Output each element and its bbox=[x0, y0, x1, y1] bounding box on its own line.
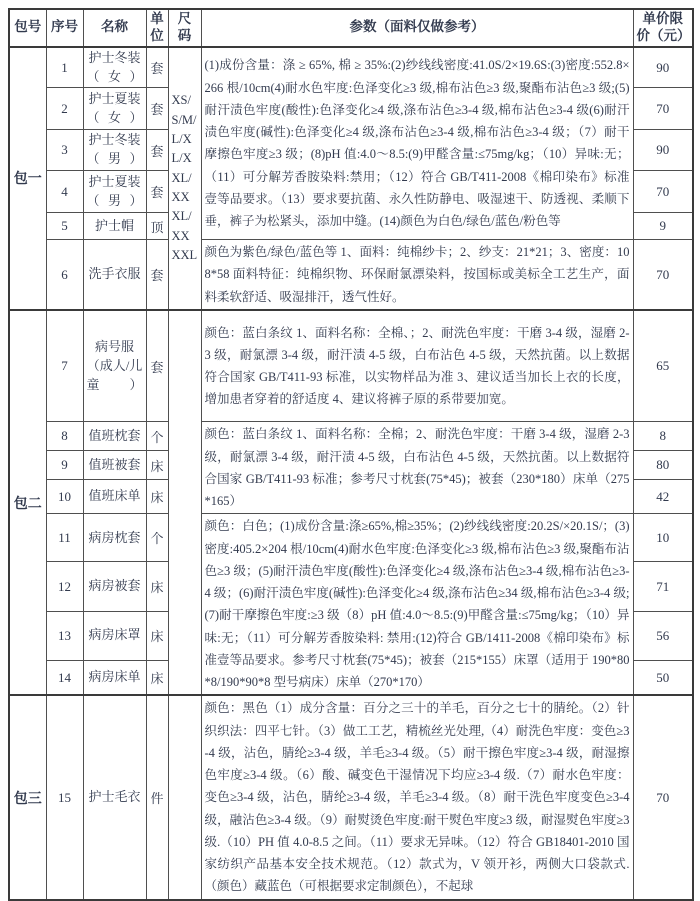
header-params: 参数（面料仅做参考） bbox=[201, 9, 633, 47]
params-cell: (1)成份含量：涤 ≥ 65%, 棉 ≥ 35%:(2)纱线线密度:41.0S/2×19.6S:(3)密度:552.8×266 根/10cm(4)耐水色牢度:色泽变化≥3 级,棉布沾色≥3 级,聚酯布沾色≥3 级;(5)耐汗渍色牢度(酸性):色泽变化≥4 级,涤布沾色≥3-4 级,棉布沾色≥3-4 级(6)耐汗渍色牢度(碱性):色泽变化≥4 级,涤布沾色≥3-4 级,棉布沾色≥3-4 级；（7）耐干摩擦色牢度≥3 级；(8)pH 值:4.0～8.5:(9)甲醛含量:≤75mg/kg；（10）异味:无；（11）可分解芳香胺染料:禁用；（12）符合 GB/T411-2008《棉印染布》标准壹等品要求。（13）要求要抗菌、永久性防静电、吸湿速干、防透视、柔顺下垂，裤子为松紧头，添加中缝。(14)颜色为白色/绿色/蓝色/粉色等 bbox=[201, 47, 633, 240]
serial-cell: 10 bbox=[46, 480, 83, 514]
table-row bbox=[9, 310, 693, 422]
item-name-cell: 护士毛衣 bbox=[83, 695, 146, 899]
item-name-cell: 病房枕套 bbox=[83, 514, 146, 562]
unit-cell: 床 bbox=[146, 611, 168, 660]
serial-cell: 14 bbox=[46, 660, 83, 695]
unit-cell: 套 bbox=[146, 47, 168, 88]
serial-cell: 7 bbox=[46, 310, 83, 422]
table-header-row bbox=[9, 9, 693, 47]
serial-cell: 1 bbox=[46, 47, 83, 88]
item-name-cell: 洗手衣服 bbox=[83, 240, 146, 310]
table-row bbox=[9, 514, 693, 562]
unit-cell: 个 bbox=[146, 422, 168, 451]
unit-cell: 床 bbox=[146, 660, 168, 695]
header-name: 名称 bbox=[83, 9, 146, 47]
serial-cell: 6 bbox=[46, 240, 83, 310]
package-label: 包二 bbox=[9, 310, 46, 696]
serial-cell: 12 bbox=[46, 562, 83, 611]
serial-cell: 3 bbox=[46, 130, 83, 171]
price-cell: 71 bbox=[633, 562, 693, 611]
header-package-no: 包号 bbox=[9, 9, 46, 47]
item-name-cell: 护士帽 bbox=[83, 213, 146, 240]
unit-cell: 床 bbox=[146, 562, 168, 611]
size-cell: XS/S/M/L/XL/XXL/XXXL/XXXXL bbox=[168, 47, 201, 310]
price-cell: 65 bbox=[633, 310, 693, 422]
package-label: 包三 bbox=[9, 695, 46, 899]
serial-cell: 11 bbox=[46, 514, 83, 562]
item-name-cell: 值班被套 bbox=[83, 451, 146, 480]
unit-cell: 套 bbox=[146, 171, 168, 213]
params-cell: 颜色：黑色（1）成分含量：百分之三十的羊毛，百分之七十的腈纶。（2）针织织法：四平七针。（3）做工工艺，精梳丝光处理,（4）耐洗色牢度：变色≥3-4 级，沾色，腈纶≥3-4 级，羊毛≥3-4 级。（5）耐干擦色牢度≥3-4 级，耐湿擦色牢度≥3-4 级。（6）酸、碱变色干湿情况下均应≥3-4 级.（7）耐水色牢度：变色≥3-4 级，沾色，腈纶≥3-4 级，羊毛≥3-4 级。（8）耐干洗色牢度变色≥3-4 级，融沾色≥3-4 级。（9）耐熨烫色牢度:耐干熨色牢度≥3 级，耐湿熨色牢度≥3 级.（10）PH 值 4.0-8.5 之间。（11）要求无异味。（12）符合 GB18401-2010 国家纺织产品基本安全技术规范。（12）款式为，V 领开衫，两侧大口袋款式.（颜色）藏蓝色（可根据要求定制颜色），不起球 bbox=[201, 695, 633, 899]
unit-cell: 套 bbox=[146, 310, 168, 422]
price-cell: 70 bbox=[633, 695, 693, 899]
item-name-cell: 病房床罩 bbox=[83, 611, 146, 660]
unit-cell: 床 bbox=[146, 451, 168, 480]
price-cell: 90 bbox=[633, 47, 693, 88]
unit-cell: 个 bbox=[146, 514, 168, 562]
price-cell: 80 bbox=[633, 451, 693, 480]
unit-cell: 床 bbox=[146, 480, 168, 514]
item-name-cell: 护士夏装（女） bbox=[83, 88, 146, 130]
unit-cell: 顶 bbox=[146, 213, 168, 240]
price-cell: 70 bbox=[633, 88, 693, 130]
item-name-cell: 护士冬装（男） bbox=[83, 130, 146, 171]
item-name-cell: 病房被套 bbox=[83, 562, 146, 611]
header-unit: 单位 bbox=[146, 9, 168, 47]
unit-cell: 件 bbox=[146, 695, 168, 899]
unit-cell: 套 bbox=[146, 240, 168, 310]
header-serial-no: 序号 bbox=[46, 9, 83, 47]
params-cell: 颜色：蓝白条纹 1、面料名称：全棉；2、耐洗色牢度：干磨 3-4 级，湿磨 2-3 级，耐氯漂 3-4 级，耐汗渍 4-5 级，白布沾色 4-5 级，天然抗菌。以上数据符合国家 GB/T411-93 标准；参考尺寸枕套(75*45)；被套（230*180）床单（275*165） bbox=[201, 422, 633, 514]
table-row bbox=[9, 695, 693, 899]
item-name-cell: 值班床单 bbox=[83, 480, 146, 514]
item-name-cell: 护士夏装（男） bbox=[83, 171, 146, 213]
size-cell bbox=[168, 695, 201, 899]
price-cell: 70 bbox=[633, 171, 693, 213]
unit-cell: 套 bbox=[146, 130, 168, 171]
size-cell bbox=[168, 310, 201, 696]
params-cell: 颜色：蓝白条纹 1、面料名称：全棉、；2、耐洗色牢度：干磨 3-4 级，湿磨 2-3 级，耐氯漂 3-4 级，耐汗渍 4-5 级，白布沾色 4-5 级，天然抗菌。以上数据符合国家 GB/T411-93 标准，以实物样品为准 3、建议适当加长上衣的长度，增加患者穿着的舒适度 4、建议将裤子原的系带要加宽。 bbox=[201, 310, 633, 422]
price-cell: 90 bbox=[633, 130, 693, 171]
serial-cell: 5 bbox=[46, 213, 83, 240]
header-size: 尺码 bbox=[168, 9, 201, 47]
item-name-cell: 病房床单 bbox=[83, 660, 146, 695]
serial-cell: 9 bbox=[46, 451, 83, 480]
price-cell: 42 bbox=[633, 480, 693, 514]
item-name-cell: 值班枕套 bbox=[83, 422, 146, 451]
price-cell: 56 bbox=[633, 611, 693, 660]
params-cell: 颜色：白色；(1)成份含量:涤≥65%,棉≥35%；(2)纱线线密度:20.2S/×20.1S/；(3)密度:405.2×204 根/10cm(4)耐水色牢度:色泽变化≥3 级,棉布沾色≥3 级,聚酯布沾色≥3 级；(5)耐汗渍色牢度(酸性):色泽变化≥4 级,涤布沾色≥3-4 级,棉布沾色≥3-4 级；(6)耐汗渍色牢度(碱性):色泽变化≥4 级,涤布沾色≥34 级,棉布沾色≥3-4 级;(7)耐干摩擦色牢度:≥3 级（8）pH 值:4.0～8.5:(9)甲醛含量:≤75mg/kg；（10）异味:无；（11）可分解芳香胺染料: 禁用:(12)符合 GB/1411-2008《棉印染布》标准壹等品要求。参考尺寸枕套(75*45)；被套（215*155）床罩（适用于 190*80*8/190*90*8 型号病床）床单（270*170） bbox=[201, 514, 633, 696]
params-cell: 颜色为紫色/绿色/蓝色等 1、面料：纯棉纱卡；2、纱支：21*21；3、密度：108*58 面料特征：纯棉织物、环保耐氯漂染料，按国标或美标全工艺生产，面料柔软舒适、吸湿排汗，透气性好。 bbox=[201, 240, 633, 310]
serial-cell: 2 bbox=[46, 88, 83, 130]
serial-cell: 15 bbox=[46, 695, 83, 899]
table-row bbox=[9, 47, 693, 88]
price-cell: 70 bbox=[633, 240, 693, 310]
price-cell: 9 bbox=[633, 213, 693, 240]
price-cell: 10 bbox=[633, 514, 693, 562]
price-cell: 8 bbox=[633, 422, 693, 451]
serial-cell: 13 bbox=[46, 611, 83, 660]
item-name-cell: 护士冬装（女） bbox=[83, 47, 146, 88]
unit-cell: 套 bbox=[146, 88, 168, 130]
item-name-cell: 病号服（成人/儿童） bbox=[83, 310, 146, 422]
header-unit-price: 单价限价（元） bbox=[633, 9, 693, 47]
serial-cell: 8 bbox=[46, 422, 83, 451]
price-cell: 50 bbox=[633, 660, 693, 695]
table-row bbox=[9, 240, 693, 310]
table-row bbox=[9, 422, 693, 451]
serial-cell: 4 bbox=[46, 171, 83, 213]
procurement-items-table bbox=[8, 8, 694, 901]
package-label: 包一 bbox=[9, 47, 46, 310]
